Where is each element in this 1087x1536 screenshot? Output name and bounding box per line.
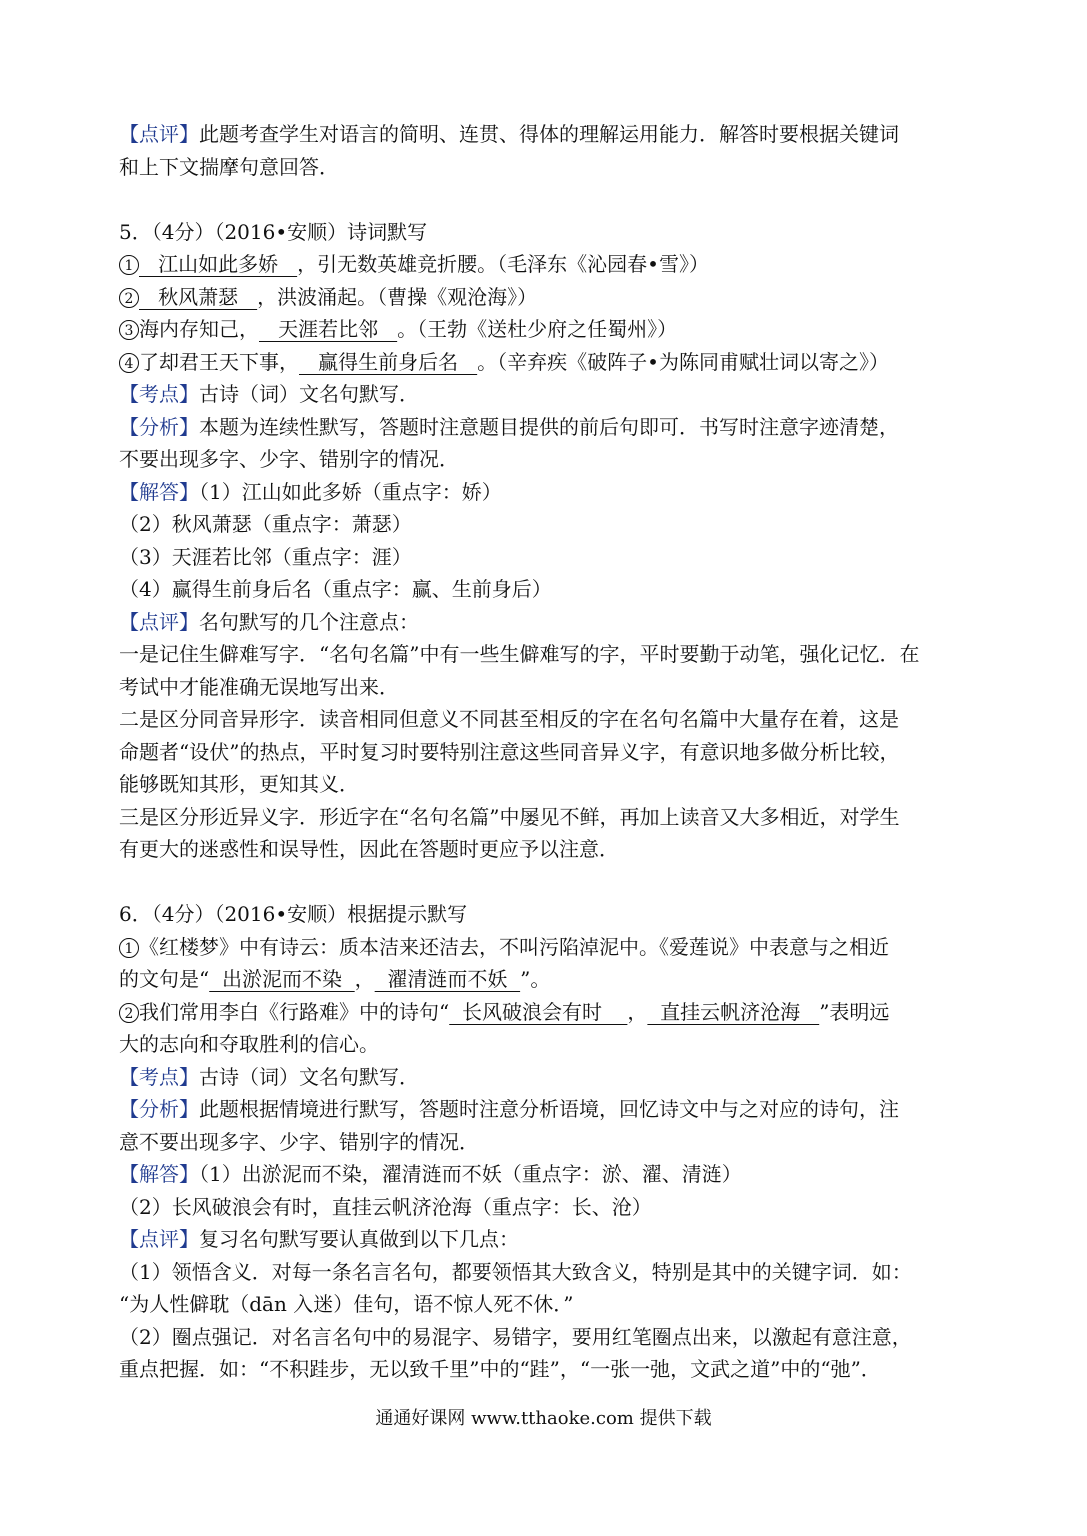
q5-dianping-line: 三是区分形近异义字．形近字在“名句名篇”中屡见不鲜，再加上读音又大多相近，对学生 xyxy=(119,804,900,829)
q5-dianping-line: 有更大的迷惑性和误导性，因此在答题时更应予以注意． xyxy=(119,837,619,861)
q6-item-1-cont: 的文句是“ 出淤泥而不染 ， 濯清涟而不妖 ”。 xyxy=(119,967,551,991)
q5-item-1: 1 江山如此多娇 ，引无数英雄竞折腰。（毛泽东《沁园春•雪》） xyxy=(119,248,979,281)
q6-fenxi: 【分析】此题根据情境进行默写，答题时注意分析语境，回忆诗文中与之对应的诗句，注 xyxy=(119,1097,899,1121)
q6-item-2: 2 我们常用李白《行路难》中的诗句“ 长风破浪会有时 ， 直挂云帆济沧海 ”表明远 xyxy=(119,996,979,1029)
review-tag: 【点评】 xyxy=(119,122,199,146)
circled-number: 1 xyxy=(119,938,139,958)
question-5-heading: 5．（4分）（2016•安顺）诗词默写 xyxy=(119,219,428,244)
answer-blank: 直挂云帆济沧海 xyxy=(647,999,820,1024)
q5-dianping-line: 考试中才能准确无误地写出来． xyxy=(119,674,399,699)
circled-number: 3 xyxy=(119,320,139,340)
q6-jieda-item: （2）长风破浪会有时，直挂云帆济沧海（重点字：长、沧） xyxy=(119,1194,652,1219)
q6-dianping-line: （1）领悟含义．对每一条名言名句，都要领悟其大致含义，特别是其中的关键字词．如： xyxy=(119,1259,912,1284)
q5-fenxi-cont: 不要出现多字、少字、错别字的情况． xyxy=(119,447,459,471)
answer-blank: 江山如此多娇 xyxy=(139,252,298,276)
q5-item-2: 2 秋风萧瑟 ，洪波涌起。（曹操《观沧海》） xyxy=(119,281,979,314)
answer-blank: 秋风萧瑟 xyxy=(139,284,258,309)
q5-item-3: 3 海内存知己， 天涯若比邻 。（王勃《送杜少府之任蜀州》） xyxy=(119,313,979,346)
q5-jieda-item: （4）赢得生前身后名（重点字：赢、生前身后） xyxy=(119,577,552,601)
q6-item-1: 1 《红楼梦》中有诗云：质本洁来还洁去，不叫污陷淖泥中。《爱莲说》中表意与之相近 xyxy=(119,931,979,964)
q5-dianping-line: 二是区分同音异形字．读音相同但意义不同甚至相反的字在名句名篇中大量存在着，这是 xyxy=(119,707,899,731)
question-6-heading: 6．（4分）（2016•安顺）根据提示默写 xyxy=(119,902,468,926)
q6-fenxi-cont: 意不要出现多字、少字、错别字的情况． xyxy=(119,1129,479,1154)
answer-blank: 濯清涟而不妖 xyxy=(374,967,521,991)
q6-dianping-line: 重点把握．如：“不积跬步，无以致千里”中的“跬”，“一张一弛，文武之道”中的“弛”． xyxy=(119,1357,881,1381)
answer-blank: 天涯若比邻 xyxy=(259,317,398,341)
q5-dianping-line: 一是记住生僻难写字．“名句名篇”中有一些生僻难写的字，平时要勤于动笔，强化记忆．在 xyxy=(119,642,920,666)
q5-dianping-line: 能够既知其形，更知其义． xyxy=(119,772,359,796)
q5-dianping: 【点评】名句默写的几个注意点： xyxy=(119,609,419,634)
circled-number: 2 xyxy=(119,1003,139,1023)
answer-blank: 出淤泥而不染 xyxy=(209,967,355,991)
jieda-tag: 【解答】 xyxy=(119,1162,199,1186)
q5-item-4: 4 了却君王天下事， 赢得生前身后名 。（辛弃疾《破阵子•为陈同甫赋壮词以寄之》） xyxy=(119,346,979,379)
document-body xyxy=(119,118,979,1386)
circled-number: 2 xyxy=(119,288,139,308)
review-line: 和上下文揣摩句意回答． xyxy=(119,154,339,179)
review-text: 此题考查学生对语言的简明、连贯、得体的理解运用能力．解答时要根据关键词 xyxy=(199,122,899,146)
answer-blank: 赢得生前身后名 xyxy=(299,349,478,374)
dianping-tag: 【点评】 xyxy=(119,609,199,634)
fenxi-tag: 【分析】 xyxy=(119,1097,199,1121)
q5-jieda-item: （3）天涯若比邻（重点字：涯） xyxy=(119,544,412,569)
review-line xyxy=(119,118,979,151)
q6-item-2-cont: 大的志向和夺取胜利的信心。 xyxy=(119,1032,379,1056)
q5-jieda: 【解答】（1）江山如此多娇（重点字：娇） xyxy=(119,479,502,504)
q6-dianping-line: “为人性僻耽（dān 入迷）佳句，语不惊人死不休．” xyxy=(119,1292,574,1316)
q6-jieda: 【解答】（1）出淤泥而不染，濯清涟而不妖（重点字：淤、濯、清涟） xyxy=(119,1162,742,1186)
fenxi-tag: 【分析】 xyxy=(119,414,199,439)
q5-fenxi: 【分析】本题为连续性默写，答题时注意题目提供的前后句即可．书写时注意字迹清楚， xyxy=(119,414,899,439)
circled-number: 1 xyxy=(119,255,139,275)
q5-jieda-item: （2）秋风萧瑟（重点字：萧瑟） xyxy=(119,512,412,536)
kaodian-tag: 【考点】 xyxy=(119,1064,199,1089)
q6-kaodian: 【考点】古诗（词）文名句默写． xyxy=(119,1064,419,1089)
q6-dianping: 【点评】复习名句默写要认真做到以下几点： xyxy=(119,1227,519,1251)
jieda-tag: 【解答】 xyxy=(119,479,199,504)
kaodian-tag: 【考点】 xyxy=(119,382,199,406)
answer-blank: 长风破浪会有时 xyxy=(449,999,628,1024)
page-footer: 通通好课网 www.tthaoke.com 提供下载 xyxy=(375,1408,712,1429)
dianping-tag: 【点评】 xyxy=(119,1227,199,1251)
q6-dianping-line: （2）圈点强记．对名言名句中的易混字、易错字，要用红笔圈点出来，以激起有意注意， xyxy=(119,1324,912,1349)
q5-kaodian: 【考点】古诗（词）文名句默写． xyxy=(119,382,419,406)
q5-dianping-line: 命题者“设伏”的热点，平时复习时要特别注意这些同音异义字，有意识地多做分析比较， xyxy=(119,739,900,764)
circled-number: 4 xyxy=(119,353,139,373)
